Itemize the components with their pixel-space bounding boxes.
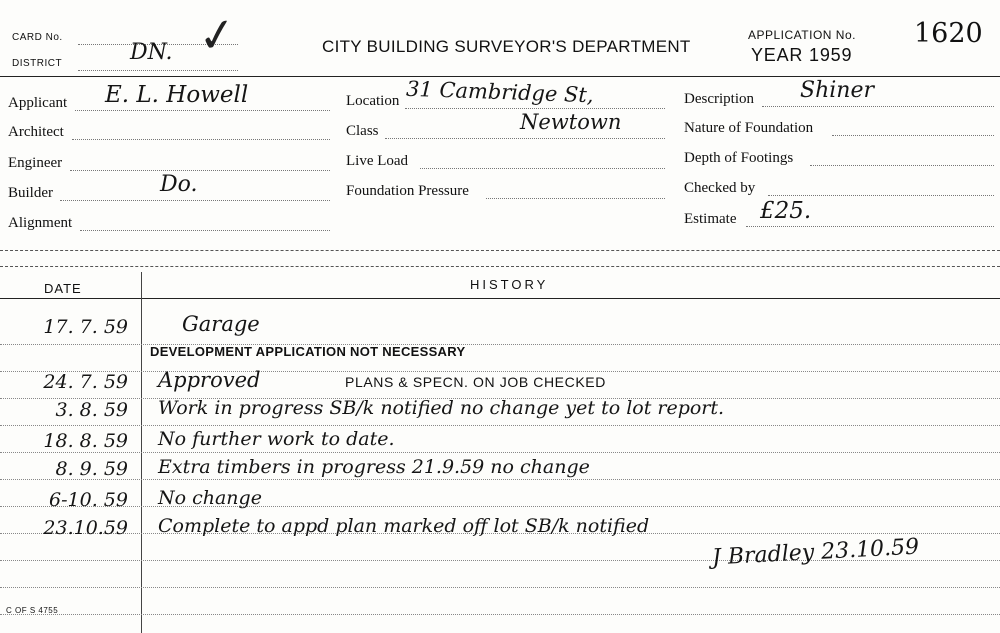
form-code: C OF S 4755: [6, 606, 59, 615]
history-entry: Approved: [158, 368, 261, 392]
district-value: DN.: [130, 40, 173, 65]
department-title: CITY BUILDING SURVEYOR'S DEPARTMENT: [322, 37, 691, 56]
history-entry: Extra timbers in progress 21.9.59 no change: [158, 456, 590, 478]
location-label: Location: [346, 93, 400, 109]
description-label: Description: [684, 91, 754, 107]
foundation-pressure-label: Foundation Pressure: [346, 183, 469, 199]
history-date: 17. 7. 59: [43, 316, 128, 338]
year-label: YEAR 1959: [751, 45, 853, 65]
history-entry: Complete to appd plan marked off lot SB/k notified: [158, 515, 650, 537]
estimate-value: £25.: [760, 198, 812, 224]
history-date: 23.10.59: [43, 517, 128, 539]
nature-of-foundation-label: Nature of Foundation: [684, 120, 814, 136]
architect-label: Architect: [8, 124, 64, 140]
estimate-label: Estimate: [684, 211, 737, 227]
description-value: Shiner: [800, 78, 874, 103]
history-date: 24. 7. 59: [43, 371, 128, 393]
signature: J Bradley 23.10.59: [711, 534, 920, 571]
history-entry: Garage: [182, 312, 260, 336]
checkmark-icon: ✓: [194, 7, 240, 64]
application-no-label: APPLICATION No.: [748, 28, 856, 42]
builder-value: Do.: [160, 172, 198, 197]
engineer-label: Engineer: [8, 155, 63, 171]
location-value-line1: 31 Cambridge St,: [405, 76, 594, 108]
location-value-line2: Newtown: [520, 110, 622, 134]
checked-by-label: Checked by: [684, 180, 756, 196]
applicant-label: Applicant: [8, 95, 68, 111]
alignment-label: Alignment: [8, 215, 73, 231]
district-label: DISTRICT: [12, 58, 63, 69]
history-date: 6-10. 59: [49, 489, 128, 511]
application-number: 1620: [914, 18, 983, 49]
development-stamp: DEVELOPMENT APPLICATION NOT NECESSARY: [150, 344, 466, 359]
plans-checked-stamp: PLANS & SPECN. ON JOB CHECKED: [345, 374, 606, 390]
date-column-header: DATE: [44, 281, 82, 296]
history-date: 8. 9. 59: [55, 458, 128, 480]
header-rule: [0, 76, 1000, 77]
history-date: 18. 8. 59: [43, 430, 128, 452]
history-date: 3. 8. 59: [55, 399, 128, 421]
live-load-label: Live Load: [346, 153, 409, 169]
class-label: Class: [346, 123, 379, 139]
history-header-rule: [0, 298, 1000, 299]
depth-of-footings-label: Depth of Footings: [684, 150, 794, 166]
applicant-value: E. L. Howell: [105, 82, 249, 108]
district-line: [78, 70, 238, 71]
history-entry: Work in progress SB/k notified no change yet to lot report.: [158, 397, 725, 419]
history-entry: No change: [158, 487, 262, 509]
history-column-header: HISTORY: [470, 277, 549, 292]
history-entry: No further work to date.: [158, 428, 395, 450]
card-no-label: CARD No.: [12, 32, 63, 43]
builder-label: Builder: [8, 185, 53, 201]
